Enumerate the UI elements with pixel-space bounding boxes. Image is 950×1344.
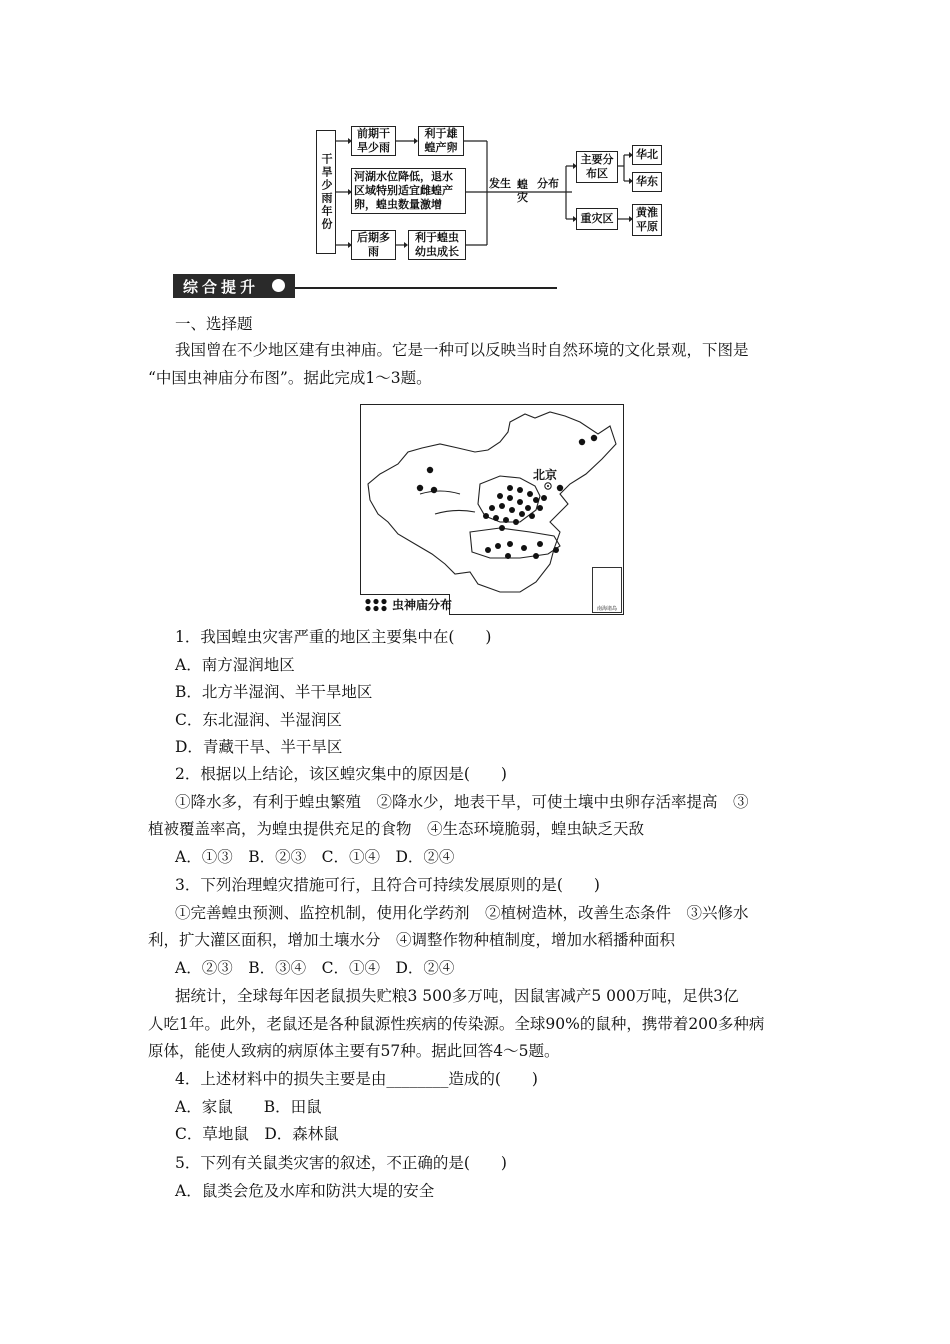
legend-label: 虫神庙分布 bbox=[392, 598, 453, 612]
question-1 bbox=[175, 624, 491, 762]
male-eggs-box: 利于雄蝗产卵 bbox=[418, 126, 464, 156]
drought-year-box: 干旱少雨年份 bbox=[316, 130, 336, 254]
beijing-label: 北京 bbox=[533, 468, 558, 482]
question-3 bbox=[148, 872, 749, 982]
inset-label: 南海诸岛 bbox=[596, 606, 617, 612]
q2-stem: 2．根据以上结论，该区蝗灾集中的原因是( ) bbox=[175, 765, 507, 783]
late-rain-box: 后期多雨 bbox=[351, 230, 396, 260]
question-heading: 一、选择题 bbox=[175, 315, 253, 333]
north-china-box: 华北 bbox=[632, 145, 662, 165]
legend-dots-icon bbox=[364, 598, 390, 612]
question-4 bbox=[175, 1066, 538, 1149]
china-map-outline bbox=[360, 404, 624, 615]
early-drought-box: 前期干旱少雨 bbox=[351, 126, 396, 156]
section-dot bbox=[272, 279, 285, 292]
question-5 bbox=[175, 1150, 507, 1205]
flow-connectors bbox=[0, 0, 950, 270]
intro2-line-3: 原体，能使人致病的病原体主要有57种。据此回答4～5题。 bbox=[148, 1042, 560, 1060]
occur-label: 发生 bbox=[489, 177, 511, 190]
lake-level-box: 河湖水位降低，退水区域特别适宜雌蝗产卵，蝗虫数量激增 bbox=[351, 168, 466, 214]
q2-body-2: 植被覆盖率高，为蝗虫提供充足的食物 ④生态环境脆弱，蝗虫缺乏天敌 bbox=[148, 820, 645, 838]
main-area-box: 主要分布区 bbox=[576, 151, 618, 183]
east-china-box: 华东 bbox=[632, 172, 662, 192]
intro2-line-1: 据统计，全球每年因老鼠损失贮粮3 500多万吨，因鼠害减产5 000万吨，足供3亿 bbox=[175, 987, 739, 1005]
intro1-line-1: 我国曾在不少地区建有虫神庙。它是一种可以反映当时自然环境的文化景观，下图是 bbox=[175, 341, 749, 359]
q1-option-a: A．南方湿润地区 bbox=[175, 655, 295, 674]
q4-options-ab: A．家鼠 B．田鼠 bbox=[175, 1097, 322, 1116]
q5-stem: 5．下列有关鼠类灾害的叙述，不正确的是( ) bbox=[175, 1154, 507, 1172]
intro1-line-2: “中国虫神庙分布图”。据此完成1～3题。 bbox=[148, 368, 432, 387]
q4-options-cd: C．草地鼠 D．森林鼠 bbox=[175, 1125, 339, 1143]
q2-body-1: ①降水多，有利于蝗虫繁殖 ②降水少，地表干旱，可使土壤中虫卵存活率提高 ③ bbox=[175, 792, 749, 811]
intro-paragraph-1 bbox=[148, 337, 749, 392]
huanghuai-box: 黄淮平原 bbox=[632, 204, 662, 236]
intro2-line-2: 人吃1年。此外，老鼠还是各种鼠源性疾病的传染源。全球90%的鼠种，携带着200多种病 bbox=[148, 1014, 765, 1033]
section-title: 综合提升 bbox=[183, 277, 260, 296]
locust-disaster-label: 蝗灾 bbox=[517, 178, 528, 204]
q3-options: A．②③ B．③④ C．①④ D．②④ bbox=[175, 958, 455, 977]
severe-area-box: 重灾区 bbox=[576, 208, 618, 230]
q5-option-a: A．鼠类会危及水库和防洪大堤的安全 bbox=[175, 1181, 435, 1200]
section-rule bbox=[295, 287, 557, 289]
q4-stem: 4．上述材料中的损失主要是由________造成的( ) bbox=[175, 1070, 538, 1088]
q3-stem: 3．下列治理蝗灾措施可行，且符合可持续发展原则的是( ) bbox=[175, 876, 600, 894]
q2-options: A．①③ B．②③ C．①④ D．②④ bbox=[175, 847, 455, 866]
q1-option-b: B．北方半湿润、半干旱地区 bbox=[175, 683, 373, 701]
q1-option-c: C．东北湿润、半湿润区 bbox=[175, 710, 342, 729]
q1-option-d: D．青藏干旱、半干旱区 bbox=[175, 738, 343, 756]
question-2 bbox=[148, 761, 749, 871]
q3-body-1: ①完善蝗虫预测、监控机制，使用化学药剂 ②植树造林，改善生态条件 ③兴修水 bbox=[175, 903, 749, 922]
q1-stem: 1．我国蝗虫灾害严重的地区主要集中在( ) bbox=[175, 628, 492, 646]
q3-body-2: 利，扩大灌区面积，增加土壤水分 ④调整作物种植制度，增加水稻播种面积 bbox=[148, 931, 676, 949]
larva-growth-box: 利于蝗虫幼虫成长 bbox=[408, 230, 466, 260]
distribution-label: 分布 bbox=[537, 177, 559, 190]
intro-paragraph-2 bbox=[148, 983, 764, 1066]
